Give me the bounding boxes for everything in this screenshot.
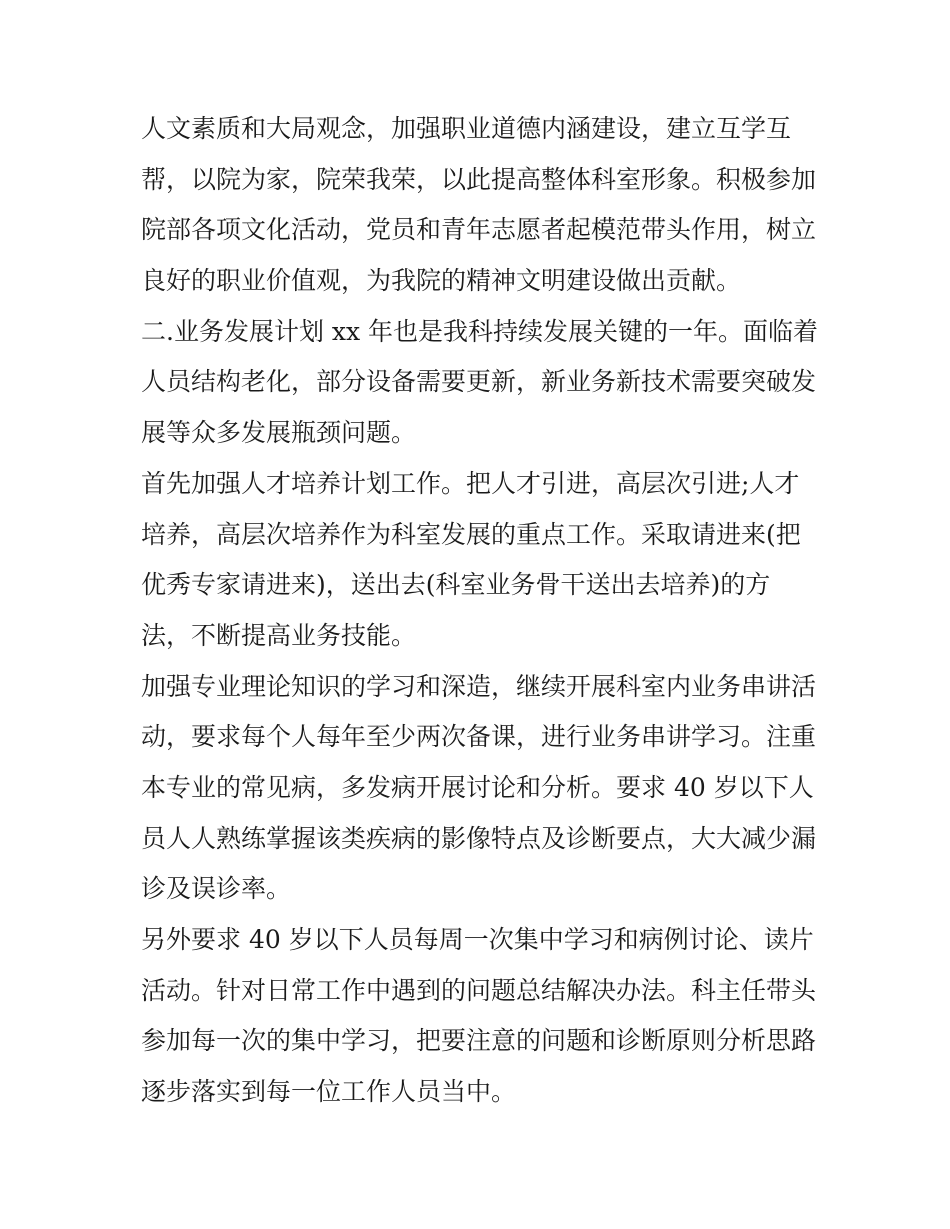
- text-line: 二.业务发展计划 xx 年也是我科持续发展关键的一年。面临着: [141, 316, 819, 346]
- text-line: 动，要求每个人每年至少两次备课，进行业务串讲学习。注重: [141, 722, 817, 752]
- text-line: 本专业的常见病，多发病开展讨论和分析。要求 40 岁以下人: [141, 772, 814, 802]
- document-body: [141, 104, 821, 1118]
- text-line: 良好的职业价值观，为我院的精神文明建设做出贡献。: [141, 266, 742, 296]
- text-line: 诊及误诊率。: [141, 874, 292, 904]
- text-line: 首先加强人才培养计划工作。把人才引进，高层次引进;人才: [141, 468, 800, 498]
- text-line: 另外要求 40 岁以下人员每周一次集中学习和病例讨论、读片: [141, 925, 814, 954]
- text-line: 人员结构老化，部分设备需要更新，新业务新技术需要突破发: [141, 367, 817, 397]
- text-line: 员人人熟练掌握该类疾病的影像特点及诊断要点，大大减少漏: [141, 823, 817, 853]
- text-line: 加强专业理论知识的学习和深造，继续开展科室内业务串讲活: [141, 671, 817, 701]
- text-line: 法，不断提高业务技能。: [141, 620, 417, 650]
- text-line: 逐步落实到每一位工作人员当中。: [141, 1077, 517, 1107]
- text-line: 优秀专家请进来)，送出去(科室业务骨干送出去培养)的方: [141, 570, 771, 600]
- text-line: 培养，高层次培养作为科室发展的重点工作。采取请进来(把: [141, 519, 801, 549]
- text-line: 帮，以院为家，院荣我荣，以此提高整体科室形象。积极参加: [141, 164, 817, 194]
- text-line: 参加每一次的集中学习，把要注意的问题和诊断原则分析思路: [141, 1026, 817, 1056]
- text-line: 院部各项文化活动，党员和青年志愿者起模范带头作用，树立: [141, 215, 817, 245]
- text-line: 活动。针对日常工作中遇到的问题总结解决办法。科主任带头: [141, 975, 817, 1005]
- text-line: 人文素质和大局观念，加强职业道德内涵建设，建立互学互: [141, 114, 792, 143]
- text-line: 展等众多发展瓶颈问题。: [141, 418, 417, 448]
